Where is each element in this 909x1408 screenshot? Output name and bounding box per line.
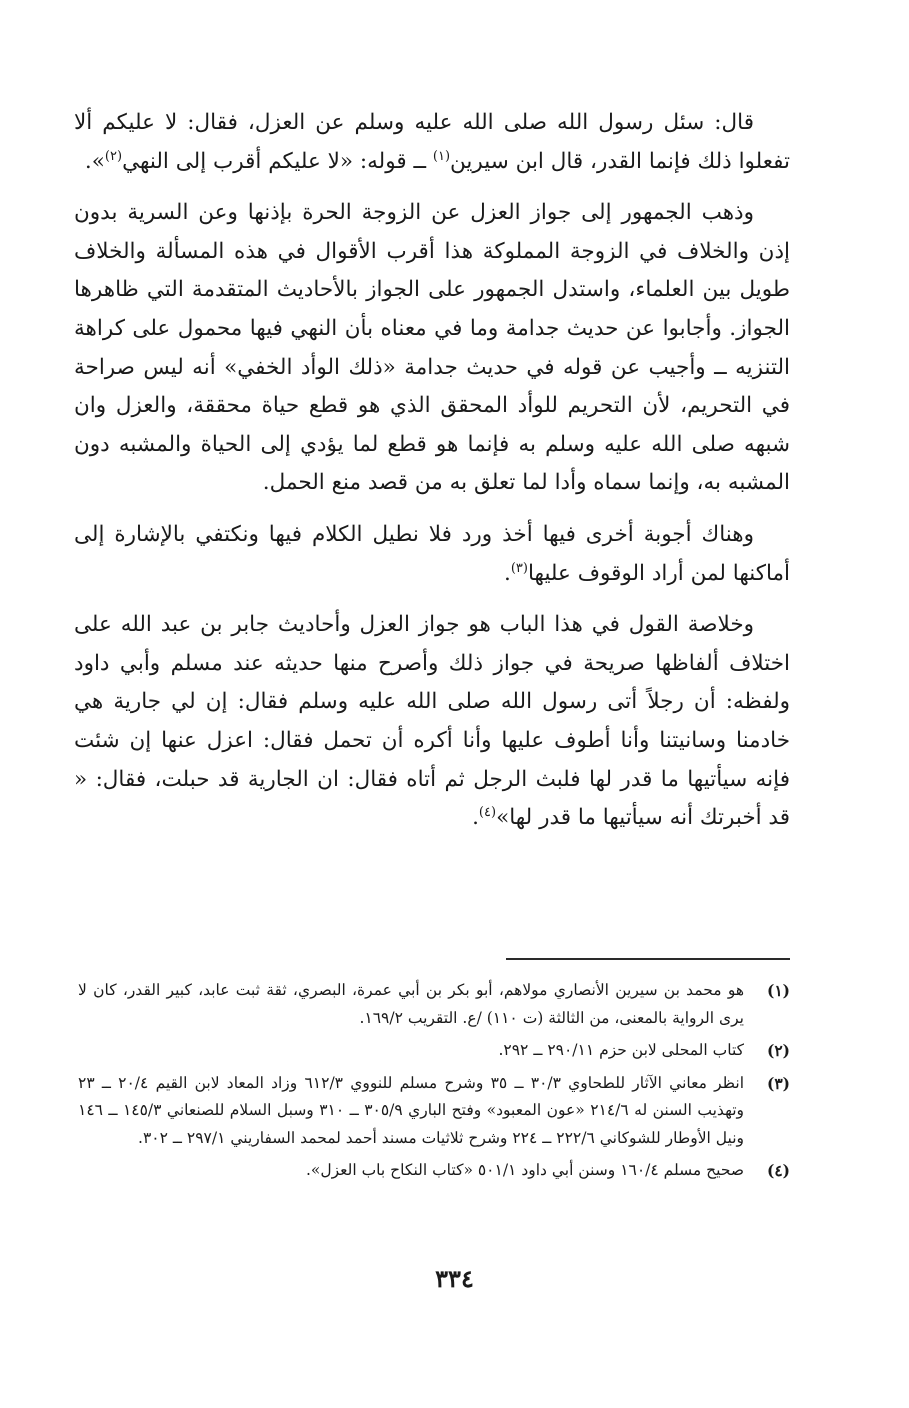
paragraph-4-text-end: . xyxy=(472,805,479,831)
page-number: ٣٣٤ xyxy=(435,1264,474,1293)
footnote-ref-4[interactable]: (٤) xyxy=(478,804,497,820)
footnote-3-text: انظر معاني الآثار للطحاوي ٣٠/٣ ــ ٣٥ وشرح مسلم للنووي ٦١٢/٣ وزاد المعاد لابن القيم ٢٠/٤ ــ ٢٣ وتهذيب السنن له ٢١٤/٦ «عون المعبود» وفتح الباري ٣٠٥/٩ ــ ٣١٠ وسبل السلام للصنعاني ١٤٥/٣ ــ ١٤٦ ونيل الأوطار للشوكاني ٢٢٢/٦ ــ ٢٢٤ وشرح ثلاثيات مسند أحمد لمحمد السفاريني ٢٩٧/١ ــ ٣٠٢. xyxy=(78,1073,745,1147)
footnote-2-number: (٢) xyxy=(766,1041,790,1060)
footnote-ref-3[interactable]: (٣) xyxy=(510,560,528,576)
footnote-1-text: هو محمد بن سيرين الأنصاري مولاهم، أبو بكر بن أبي عمرة، البصري، ثقة ثبت عابد، كبير القدر، كان لا يرى الرواية بالمعنى، من الثالثة (ت ١١٠) /ع. التقريب ١٦٩/٢. xyxy=(78,981,744,1027)
footnote-ref-2[interactable]: (٢) xyxy=(104,148,123,164)
paragraph-3 xyxy=(74,516,790,593)
footnote-1 xyxy=(78,977,790,1032)
footnotes xyxy=(78,977,790,1190)
footnote-4 xyxy=(78,1157,790,1185)
footnote-4-number: (٤) xyxy=(766,1161,790,1180)
main-text xyxy=(74,104,790,851)
footnote-4-text: صحيح مسلم ١٦٠/٤ وسنن أبي داود ٥٠١/١ «كتاب النكاح باب العزل». xyxy=(305,1161,744,1179)
paragraph-1-text: قال: سئل رسول الله صلى الله عليه وسلم عن العزل، فقال: لا عليكم ألا تفعلوا ذلك فإنما القدر، قال ابن سيرين xyxy=(74,110,790,174)
paragraph-4 xyxy=(74,606,790,838)
footnote-2-text: كتاب المحلى لابن حزم ٢٩٠/١١ ــ ٢٩٢. xyxy=(498,1041,744,1059)
paragraph-1-text-continued: ــ قوله: «لا عليكم أقرب إلى النهي xyxy=(122,148,433,174)
paragraph-3-text-end: . xyxy=(504,560,511,586)
footnote-3 xyxy=(78,1070,790,1153)
paragraph-1 xyxy=(74,104,790,181)
footnote-separator xyxy=(506,958,790,960)
footnote-ref-1[interactable]: (١) xyxy=(432,148,451,164)
footnote-1-number: (١) xyxy=(766,981,790,1000)
paragraph-2-text: وذهب الجمهور إلى جواز العزل عن الزوجة الحرة بإذنها وعن السرية بدون إذن والخلاف في الزوجة المملوكة هذا أقرب الأقوال في هذه المسألة والخلاف طويل بين العلماء، واستدل الجمهور على الجواز بالأحاديث المتقدمة التي ظاهرها الجواز. وأجابوا عن حديث جدامة وما في معناه بأن النهي فيها محمول على كراهة التنزيه ــ وأجيب عن قوله في حديث جدامة «ذلك الوأد الخفي» أنه ليس صراحة في التحريم، لأن التحريم للوأد المحقق الذي هو قطع حياة محققة، والعزل وان شبهه صلى الله عليه وسلم به فإنما هو قطع لما يؤدي إلى الحياة والمشبه دون المشبه به، وإنما سماه وأدا لما تعلق به من قصد منع الحمل. xyxy=(74,200,790,496)
footnote-2 xyxy=(78,1037,790,1065)
paragraph-3-text: وهناك أجوبة أخرى فيها أخذ ورد فلا نطيل الكلام فيها ونكتفي بالإشارة إلى أماكنها لمن أراد الوقوف عليها xyxy=(74,521,790,586)
footnote-3-number: (٣) xyxy=(766,1073,790,1093)
paragraph-2 xyxy=(74,194,790,503)
paragraph-1-text-end: ». xyxy=(84,148,105,174)
paragraph-4-text: وخلاصة القول في هذا الباب هو جواز العزل وأحاديث جابر بن عبد الله على اختلاف ألفاظها صريحة في جواز ذلك وأصرح منها حديثه عند مسلم وأبي داود ولفظه: أن رجلاً أتى رسول الله صلى الله عليه وسلم فقال: إن لي جارية هي خادمنا وسانيتنا وأنا أطوف عليها وأنا أكره أن تحمل فقال: اعزل عنها إن شئت فإنه سيأتيها ما قدر لها فلبث الرجل ثم أتاه فقال: ان الجارية قد حبلت، فقال: « قد أخبرتك أنه سيأتيها ما قدر لها» xyxy=(74,612,790,831)
